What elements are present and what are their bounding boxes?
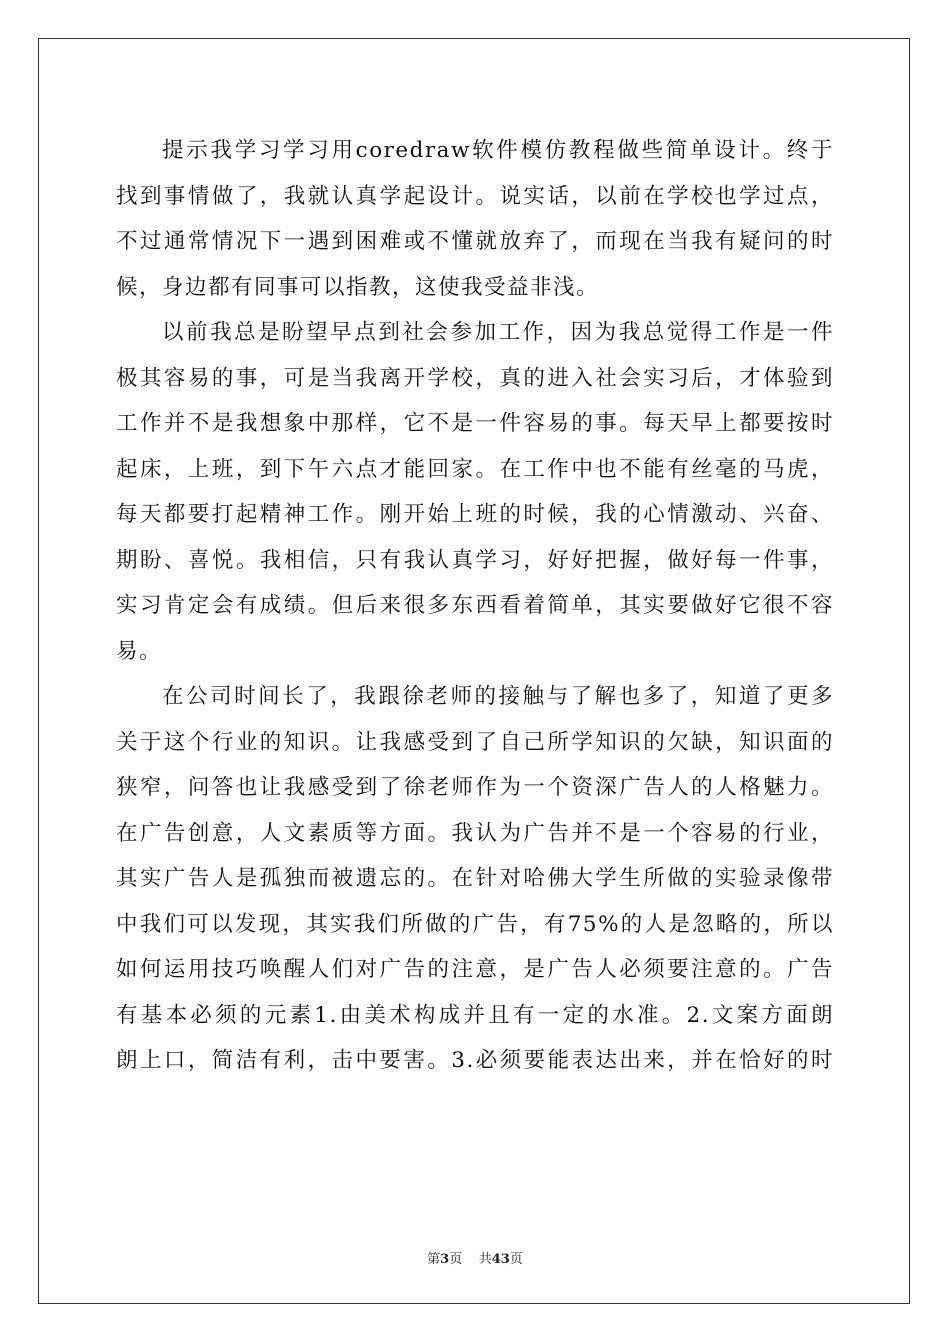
text-line: 期盼、喜悦。我相信，只有我认真学习，好好把握，做好每一件事，: [116, 547, 834, 573]
page-number-label: 第3页: [427, 1252, 463, 1267]
page-footer: [0, 1248, 950, 1267]
text-line: 朗上口，简洁有利，击中要害。3.必须要能表达出来，并在恰好的时: [116, 1048, 834, 1073]
text-line: 关于这个行业的知识。让我感受到了自己所学知识的欠缺，知识面的: [116, 729, 834, 755]
text-line: 工作并不是我想象中那样，它不是一件容易的事。每天早上都要按时: [116, 411, 834, 436]
text-line: 狭窄，问答也让我感受到了徐老师作为一个资深广告人的人格魅力。: [116, 775, 834, 800]
text-line: 易。: [116, 638, 163, 664]
text-line: 以前我总是盼望早点到社会参加工作，因为我总觉得工作是一件: [162, 320, 834, 345]
total-pages-label: 共43页: [478, 1252, 523, 1267]
text-line: 中我们可以发现，其实我们所做的广告，有75%的人是忽略的，所以: [116, 911, 834, 937]
document-body: [116, 128, 834, 1084]
text-line: 极其容易的事，可是当我离开学校，真的进入社会实习后，才体验到: [116, 365, 834, 391]
text-line: 其实广告人是孤独而被遗忘的。在针对哈佛大学生所做的实验录像带: [116, 866, 834, 891]
text-line: 每天都要打起精神工作。刚开始上班的时候，我的心情激动、兴奋、: [116, 502, 834, 527]
text-line: 有基本必须的元素1.由美术构成并且有一定的水准。2.文案方面朗: [116, 1002, 834, 1028]
text-line: 实习肯定会有成绩。但后来很多东西看着简单，其实要做好它很不容: [116, 593, 834, 618]
text-line: 在公司时间长了，我跟徐老师的接触与了解也多了，知道了更多: [162, 684, 834, 709]
text-line: 找到事情做了，我就认真学起设计。说实话，以前在学校也学过点，: [116, 183, 834, 209]
text-line: 提示我学习学习用coredraw软件模仿教程做些简单设计。终于: [162, 138, 834, 163]
text-line: 不过通常情况下一遇到困难或不懂就放弃了，而现在当我有疑问的时: [116, 229, 834, 254]
text-line: 在广告创意，人文素质等方面。我认为广告并不是一个容易的行业，: [116, 820, 834, 846]
text-line: 候，身边都有同事可以指教，这使我受益非浅。: [116, 274, 600, 300]
text-line: 起床，上班，到下午六点才能回家。在工作中也不能有丝毫的马虎，: [116, 456, 834, 482]
text-line: 如何运用技巧唤醒人们对广告的注意，是广告人必须要注意的。广告: [116, 957, 834, 982]
